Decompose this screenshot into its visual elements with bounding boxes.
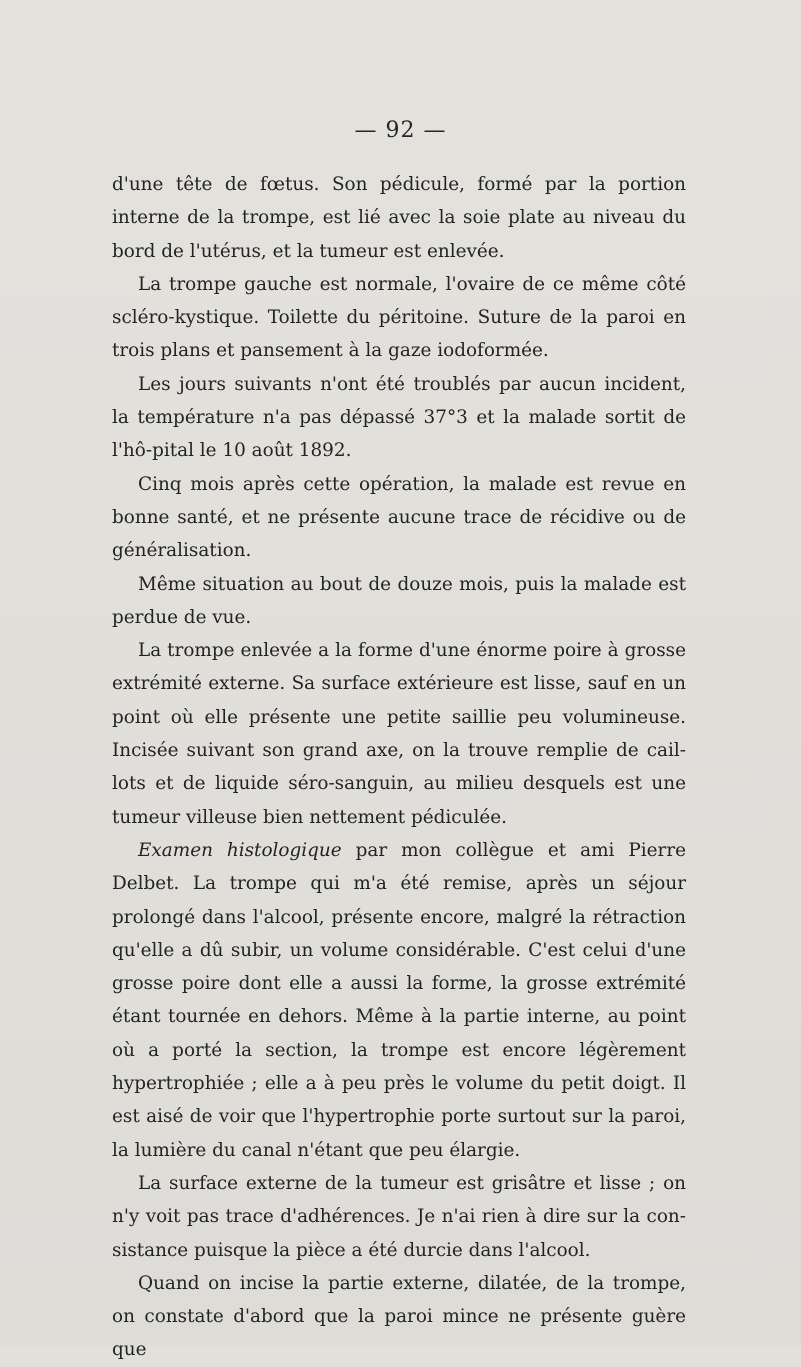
paragraph: La trompe enlevée a la forme d'une énorme poire à grosse extrémité externe. Sa surface extérieure est lisse, sauf en un point où elle présente une petite saillie peu volumineuse. Incisée suivant son grand axe, on la trouve remplie de cail-lots et de liquide séro-sanguin, au milieu desquels est une tumeur villeuse bien nettement pédiculée. — [112, 640, 686, 828]
paragraph-examen — [112, 834, 686, 1167]
examen-text: par mon collègue et ami Pierre Delbet. La trompe qui m'a été remise, après un séjour prolongé dans l'alcool, présente encore, malgré la rétraction qu'elle a dû subir, un volume considérable. C'est celui d'une grosse poire dont elle a aussi la forme, la grosse extrémité étant tournée en dehors. Même à la partie interne, au point où a porté la section, la trompe est encore légèrement hypertrophiée ; elle a à peu près le volume du petit doigt. Il est aisé de voir que l'hypertrophie porte surtout sur la paroi, la lumière du canal n'étant que peu élargie. — [112, 839, 686, 1161]
examen-heading: Examen histologique — [138, 839, 342, 861]
page-number: — 92 — — [354, 118, 447, 143]
paragraph: Cinq mois après cette opération, la malade est revue en bonne santé, et ne présente aucune trace de récidive ou de généralisation. — [112, 473, 686, 562]
body-text — [112, 168, 686, 1367]
paragraph: Quand on incise la partie externe, dilatée, de la trompe, on constate d'abord que la paroi mince ne présente guère que — [112, 1272, 686, 1361]
paragraph: La surface externe de la tumeur est grisâtre et lisse ; on n'y voit pas trace d'adhérences. Je n'ai rien à dire sur la con-sistance puisque la pièce a été durcie dans l'alcool. — [112, 1172, 686, 1261]
paragraph: Les jours suivants n'ont été troublés par aucun incident, la température n'a pas dépassé 37°3 et la malade sortit de l'hô-pital le 10 août 1892. — [112, 373, 686, 462]
paragraph: d'une tête de fœtus. Son pédicule, formé par la portion interne de la trompe, est lié avec la soie plate au niveau du bord de l'utérus, et la tumeur est enlevée. — [112, 174, 686, 262]
paragraph: Même situation au bout de douze mois, puis la malade est perdue de vue. — [112, 573, 686, 628]
paragraph: La trompe gauche est normale, l'ovaire de ce même côté scléro-kystique. Toilette du péritoine. Suture de la paroi en trois plans et pansement à la gaze iodoformée. — [112, 273, 686, 362]
